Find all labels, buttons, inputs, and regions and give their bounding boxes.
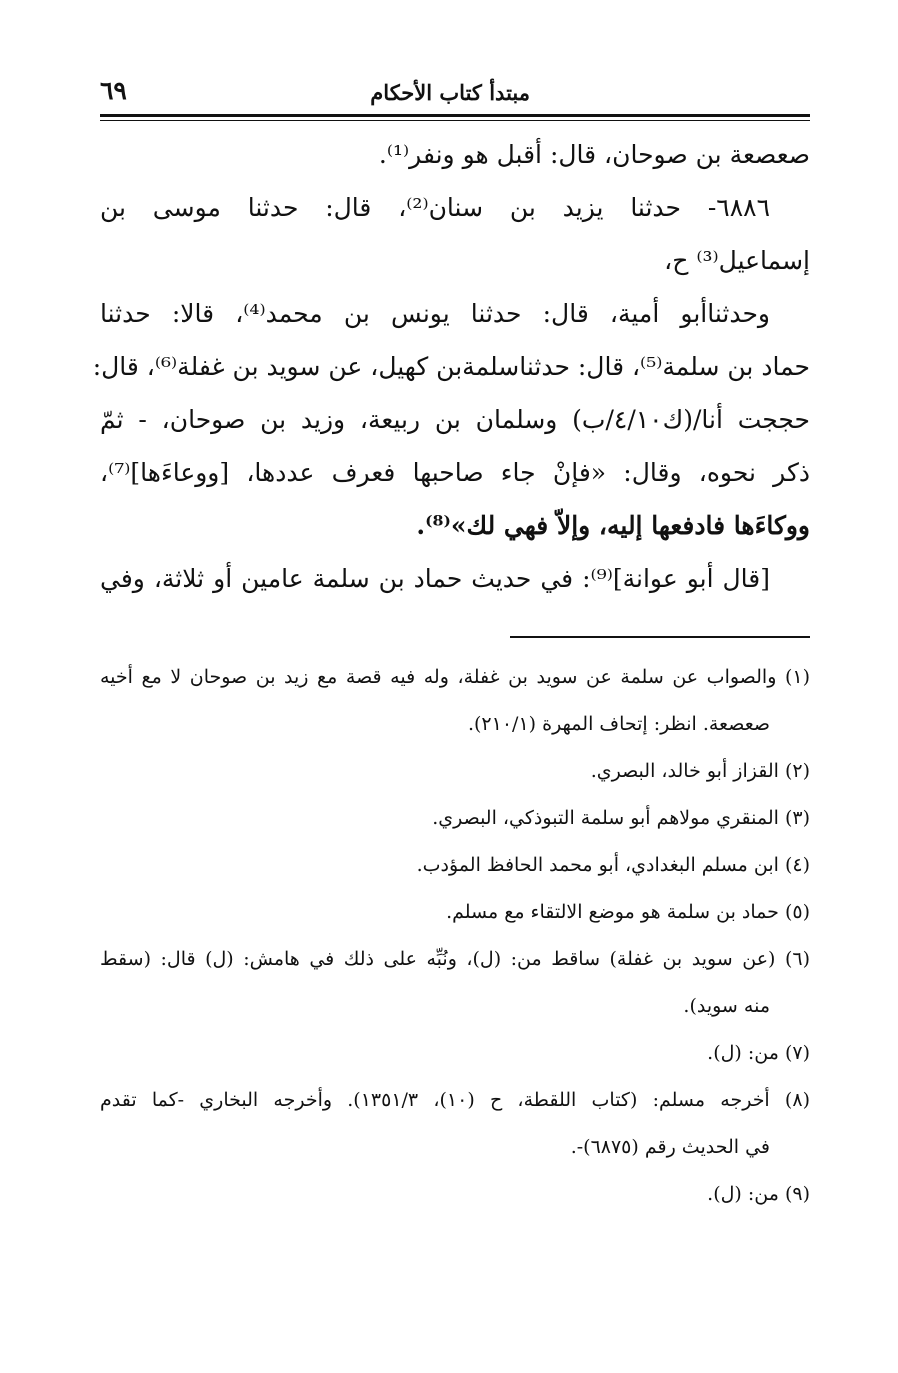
text-line: ووكاءَها فادفعها إليه، وإلاّ فهي لك»⁽⁸⁾. bbox=[416, 511, 810, 540]
page-header bbox=[100, 76, 810, 116]
footnote-continuation: صعصعة. انظر: إتحاف المهرة (٢١٠/١). bbox=[467, 713, 770, 735]
footnote: (٩) من: (ل). bbox=[707, 1183, 810, 1205]
header-rule-thin bbox=[100, 120, 810, 121]
text-line: حماد بن سلمة⁽⁵⁾، قال: حدثناسلمةبن كهيل، عن سويد بن غفلة⁽⁶⁾، قال: bbox=[92, 352, 810, 381]
footnote: (٥) حماد بن سلمة هو موضع الالتقاء مع مسلم. bbox=[446, 901, 810, 923]
footnote-separator bbox=[510, 636, 810, 638]
text-line: إسماعيل⁽³⁾ ح، bbox=[664, 246, 810, 275]
running-title: مبتدأ كتاب الأحكام bbox=[370, 80, 530, 105]
text-line: [قال أبو عوانة]⁽⁹⁾: في حديث حماد بن سلمة عامين أو ثلاثة، وفي bbox=[100, 564, 770, 593]
footnote: (٢) القزاز أبو خالد، البصري. bbox=[590, 760, 810, 782]
footnote: (١) والصواب عن سلمة عن سويد بن غفلة، وله فيه قصة مع زيد بن صوحان لا مع أخيه bbox=[100, 666, 810, 688]
main-text bbox=[92, 128, 810, 605]
text-line: وحدثناأبو أمية، قال: حدثنا يونس بن محمد⁽⁴⁾، قالا: حدثنا bbox=[100, 299, 770, 328]
footnote: (٤) ابن مسلم البغدادي، أبو محمد الحافظ المؤدب. bbox=[416, 854, 810, 876]
footnote: (٨) أخرجه مسلم: (كتاب اللقطة، ح (١٠)، ١٣٥١/٣). وأخرجه البخاري -كما تقدم bbox=[100, 1089, 810, 1111]
footnote: (٦) (عن سويد بن غفلة) ساقط من: (ل)، ونُبِّه على ذلك في هامش: (ل) قال: (سقط bbox=[100, 948, 811, 970]
text-line: ذكر نحوه، وقال: «فإنْ جاء صاحبها فعرف عددها، [ووعاءَها]⁽⁷⁾، bbox=[100, 458, 810, 487]
footnote: (٣) المنقري مولاهم أبو سلمة التبوذكي، البصري. bbox=[432, 807, 810, 829]
footnote-continuation: في الحديث رقم (٦٨٧٥)-. bbox=[570, 1136, 770, 1158]
text-line: حججت أنا/(ك٤/١٠/ب) وسلمان بن ربيعة، وزيد بن صوحان، - ثمّ bbox=[100, 405, 810, 434]
header-rule-thick bbox=[100, 114, 810, 117]
page-number: ٦٩ bbox=[100, 76, 127, 105]
text-line: ٦٨٨٦- حدثنا يزيد بن سنان⁽²⁾، قال: حدثنا موسى بن bbox=[100, 193, 770, 222]
footnote-continuation: منه سويد). bbox=[683, 995, 770, 1017]
footnote: (٧) من: (ل). bbox=[707, 1042, 810, 1064]
footnotes bbox=[100, 654, 810, 1218]
text-line: صعصعة بن صوحان، قال: أقبل هو ونفر⁽¹⁾. bbox=[378, 140, 810, 169]
